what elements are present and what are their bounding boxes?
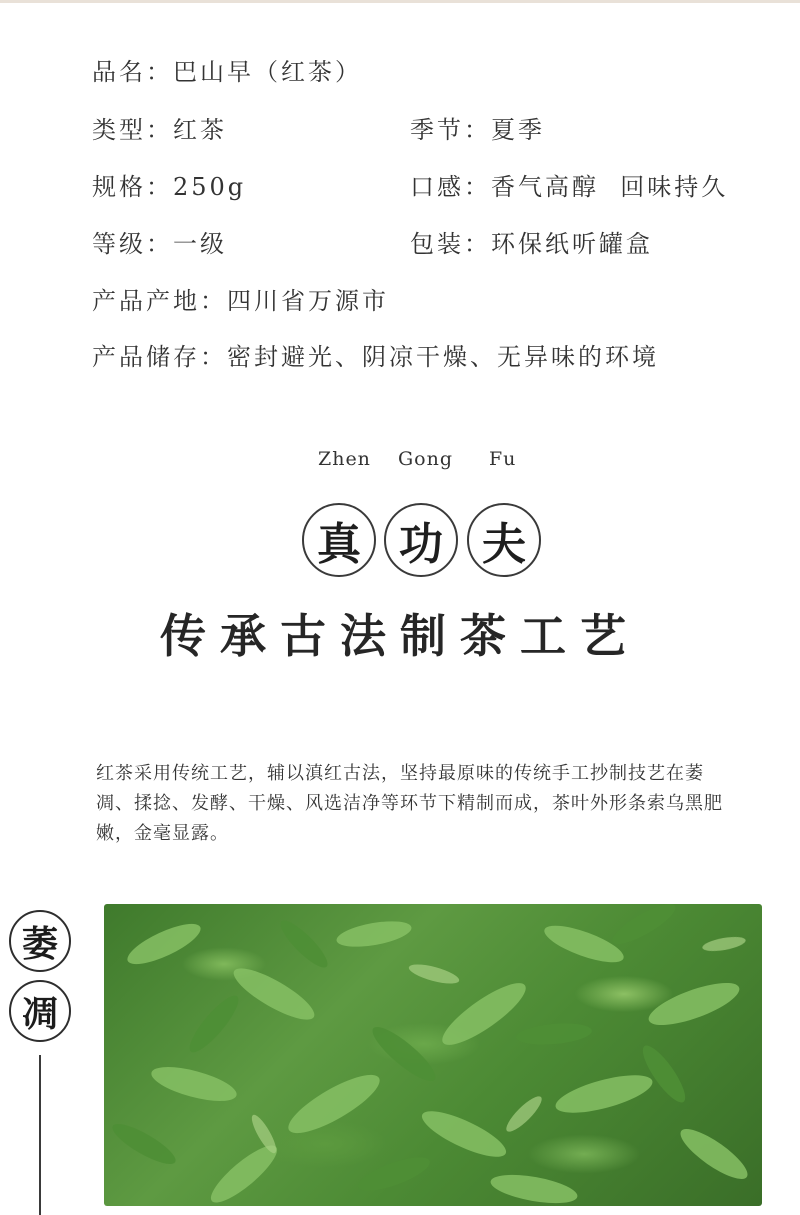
spec-taste-label: 口感： <box>410 173 491 201</box>
spec-name <box>92 52 362 87</box>
spec-name-value: 巴山早（红茶） <box>173 58 362 86</box>
tea-leaves-photo <box>104 904 762 1206</box>
spec-package-value: 环保纸听罐盒 <box>491 230 653 258</box>
spec-size-value: 250g <box>173 173 247 201</box>
spec-origin <box>92 281 389 316</box>
tea-leaves-illustration <box>104 904 762 1206</box>
spec-storage <box>92 337 659 372</box>
craft-intro: 红茶采用传统工艺，辅以滇红古法，坚持最原味的传统手工抄制技艺在萎凋、揉捻、发酵、干燥、风选洁净等环节下精制而成，茶叶外形条索乌黑肥嫩，金毫显露。 <box>96 763 723 844</box>
step-seal-wei: 萎 <box>9 910 71 972</box>
spec-package-label: 包装： <box>410 230 491 258</box>
spec-season-value: 夏季 <box>491 116 545 144</box>
spec-grade <box>92 224 227 259</box>
seal-zhen: 真 <box>302 503 376 577</box>
spec-type-value: 红茶 <box>173 116 227 144</box>
spec-storage-value: 密封避光、阴凉干燥、无异味的环境 <box>227 343 659 371</box>
spec-origin-label: 产品产地： <box>92 287 227 315</box>
spec-size <box>92 167 246 202</box>
spec-season <box>410 110 545 145</box>
spec-taste <box>410 167 728 202</box>
pinyin-gong: Gong <box>398 448 454 470</box>
spec-size-label: 规格： <box>92 173 173 201</box>
step-seal-diao: 凋 <box>9 980 71 1042</box>
spec-grade-value: 一级 <box>173 230 227 258</box>
step-timeline-line <box>39 1055 41 1215</box>
spec-package <box>410 224 653 259</box>
top-divider <box>0 0 800 3</box>
spec-type-label: 类型： <box>92 116 173 144</box>
pinyin-fu: Fu <box>489 448 517 470</box>
spec-taste-value: 香气高醇 回味持久 <box>491 173 729 201</box>
seal-fu: 夫 <box>467 503 541 577</box>
seal-gong: 功 <box>384 503 458 577</box>
spec-origin-value: 四川省万源市 <box>227 287 389 315</box>
spec-name-label: 品名： <box>92 58 173 86</box>
pinyin-zhen: Zhen <box>318 448 371 470</box>
spec-storage-label: 产品储存： <box>92 343 227 371</box>
craft-headline: 传承古法制茶工艺 <box>160 609 640 663</box>
spec-type <box>92 110 227 145</box>
spec-grade-label: 等级： <box>92 230 173 258</box>
spec-season-label: 季节： <box>410 116 491 144</box>
